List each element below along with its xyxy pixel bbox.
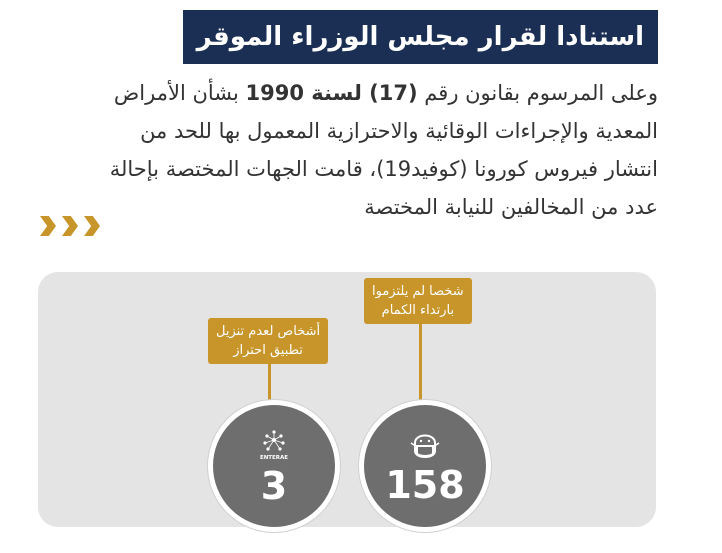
connector-line <box>419 323 422 405</box>
decorative-arrows <box>40 216 100 236</box>
stat-label-app-line-1: أشخاص لعدم تنزيل <box>216 324 321 339</box>
law-reference: (17) لسنة 1990 <box>245 81 418 105</box>
stat-circle-masks <box>359 400 491 532</box>
body-line-1-end: بشأن الأمراض <box>113 81 246 105</box>
stat-label-masks-line-1: شخصا لم يلتزموا <box>372 284 464 299</box>
body-paragraph <box>28 74 658 226</box>
body-line-3: انتشار فيروس كورونا (كوفيد19)، قامت الجهات المختصة بإحالة <box>109 157 658 181</box>
page-title-text: استنادا لقرار مجلس الوزراء الموقر <box>196 22 644 52</box>
chevron-right-icon <box>40 216 56 236</box>
body-line-1 <box>28 74 658 112</box>
stats-panel <box>38 272 656 527</box>
connector-line <box>268 363 271 405</box>
page-title <box>183 10 658 64</box>
body-line-1-start: وعلى المرسوم بقانون رقم <box>417 81 658 105</box>
stat-label-app <box>208 318 328 364</box>
stat-circle-app <box>208 400 340 532</box>
stat-label-masks <box>364 278 472 324</box>
body-line-4: عدد من المخالفين للنيابة المختصة <box>364 195 658 219</box>
stat-value-masks: 158 <box>385 463 465 507</box>
stat-label-app-line-2: تطبيق احتراز <box>233 343 303 358</box>
body-line-2: المعدية والإجراءات الوقائية والاحترازية المعمول بها للحد من <box>140 119 658 143</box>
face-mask-icon <box>405 427 445 465</box>
chevron-right-icon <box>84 216 100 236</box>
enterae-app-icon <box>254 426 294 466</box>
stat-label-masks-line-2: بارتداء الكمام <box>381 303 455 318</box>
stat-value-app: 3 <box>260 464 288 508</box>
enterae-logo-text: ENTERAE <box>259 455 289 461</box>
chevron-right-icon <box>62 216 78 236</box>
